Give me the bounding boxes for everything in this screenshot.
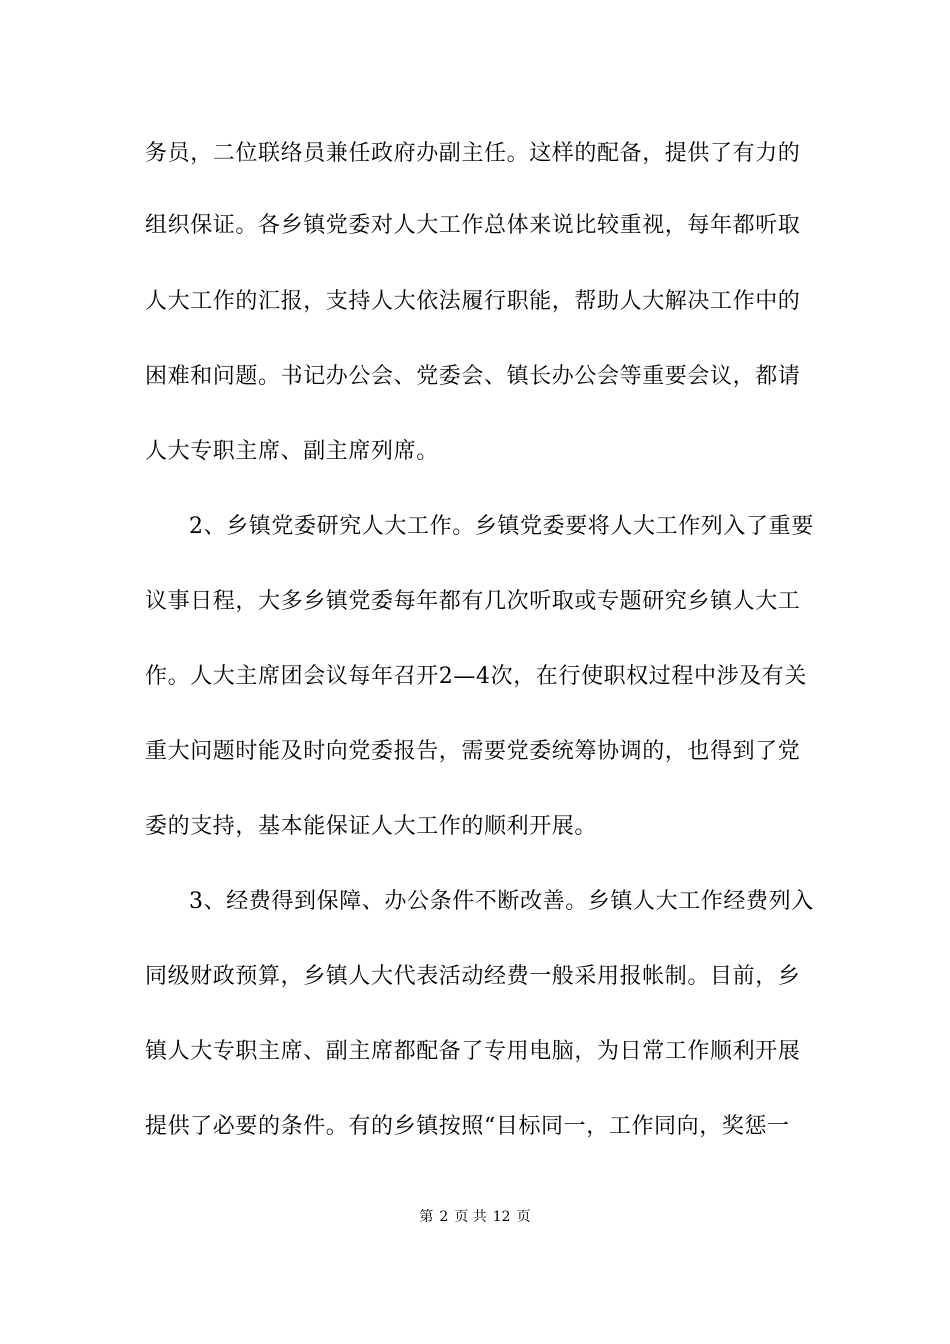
text-line: 议事日程，大多乡镇党委每年都有几次听取或专题研究乡镇人大工	[145, 589, 801, 614]
text-line: 困难和问题。书记办公会、党委会、镇长办公会等重要会议，都请	[145, 364, 801, 389]
text-line: 提供了必要的条件。有的乡镇按照“目标同一，工作同向，奖惩一	[145, 1114, 790, 1139]
text-line: 重大问题时能及时向党委报告，需要党委统筹协调的，也得到了党	[145, 739, 801, 764]
footer-middle: 页 共	[454, 1209, 487, 1225]
text-line: 人大工作的汇报，支持人大依法履行职能，帮助人大解决工作中的	[145, 289, 801, 314]
text-line: 同级财政预算，乡镇人大代表活动经费一般采用报帐制。目前，乡	[145, 964, 801, 989]
current-page-number: 2	[439, 1209, 449, 1225]
text-line: 委的支持，基本能保证人大工作的顺利开展。	[145, 814, 598, 839]
text-line: 作。人大主席团会议每年召开2—4次，在行使职权过程中涉及有关	[145, 664, 807, 689]
text-line: 人大专职主席、副主席列席。	[145, 439, 439, 464]
paragraph-start-line: 2、乡镇党委研究人大工作。乡镇党委要将人大工作列入了重要	[189, 514, 814, 539]
footer-prefix: 第	[419, 1209, 434, 1225]
page-footer	[0, 1208, 950, 1226]
text-line: 务员，二位联络员兼任政府办副主任。这样的配备，提供了有力的	[145, 141, 801, 166]
footer-suffix: 页	[516, 1209, 531, 1225]
paragraph-start-line: 3、经费得到保障、办公条件不断改善。乡镇人大工作经费列入	[189, 889, 814, 914]
text-line: 组织保证。各乡镇党委对人大工作总体来说比较重视，每年都听取	[145, 213, 801, 238]
text-line: 镇人大专职主席、副主席都配备了专用电脑，为日常工作顺利开展	[145, 1039, 801, 1064]
total-page-count: 12	[492, 1209, 511, 1225]
